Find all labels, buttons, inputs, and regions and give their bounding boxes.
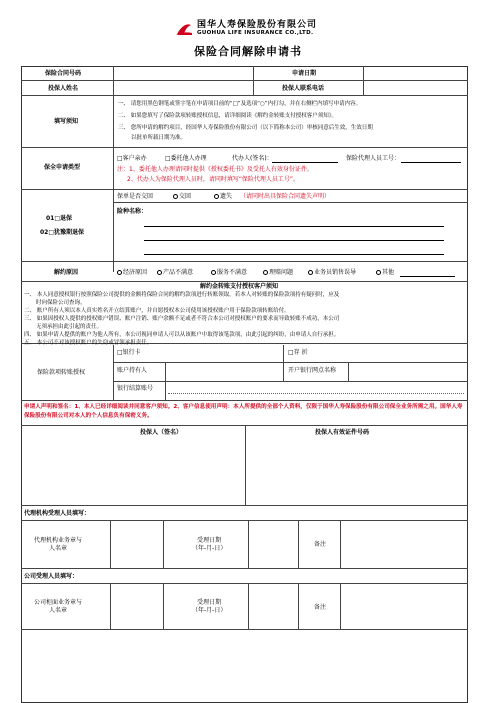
reason-other[interactable]: 其他 — [376, 269, 394, 277]
bank-label: 保险款项转账授权 — [37, 369, 86, 376]
agent-sign-label: 代办人(签名)： — [232, 155, 273, 162]
product-line-2[interactable] — [144, 240, 444, 241]
holder-phone-label: 投保人联系电话 — [282, 85, 325, 92]
apply-note-2: 2、代办人为保险代理人员时，请同时填写“保险代理人员工号”。 — [127, 176, 300, 183]
lost-radio[interactable] — [214, 194, 219, 199]
returned-option[interactable]: 交回 — [173, 193, 191, 201]
reason-economic-radio[interactable] — [117, 270, 122, 275]
reason-other-radio[interactable] — [376, 270, 381, 275]
logo-mark-icon — [175, 21, 193, 37]
reason-misleading[interactable]: 业务员销售误导 — [308, 269, 356, 277]
transfer-item-2: 二、 账户所有人须以本人真实姓名开立结算账户，并自愿授权本公司使用该授权账户用于保险款项转账给付。 — [24, 308, 290, 314]
notice-item-3: 三、 您所申请的解约项目，经国华人寿保险股份有限公司（以下简称本公司）审核同意后生效，生效日期 — [118, 125, 373, 131]
company-remark-label: 备注 — [314, 604, 327, 611]
row-company-heading — [21, 569, 468, 584]
reason-label: 解约原因 — [54, 269, 79, 276]
reason-claim[interactable]: 理赔问题 — [263, 269, 293, 277]
apply-type-label: 保全申请类型 — [44, 164, 81, 171]
agency-date-label: 受理日期 （年-月-日） — [192, 537, 227, 552]
holder-name-label: 投保人姓名 — [48, 85, 79, 92]
row-contract — [21, 66, 468, 81]
transfer-item-4: 四、 如果申请人提供的账户为他人所有，本公司视同申请人可以从该账户中取得该笔款项，由此引起的纠纷，由申请人自行承担。 — [24, 332, 340, 338]
lost-note: （请同时出具保险合同遗失声明） — [240, 193, 331, 200]
notice-item-2: 二、 如果您填写了保险款项转账授权信息，请详细阅读《解约金转账支付授权客户须知》。 — [118, 113, 338, 119]
row-company — [21, 584, 468, 630]
company-heading: 公司受理人员填写： — [24, 573, 79, 580]
agency-staff-label: 代理机构业务章与 人名章 — [34, 537, 83, 552]
surrender-checkbox[interactable]: 01□退保 — [46, 215, 73, 222]
logo-english-name: GUOHUA LIFE INSURANCE CO.,LTD. — [197, 30, 314, 36]
reason-claim-radio[interactable] — [263, 270, 268, 275]
declaration-text: 申请人声明和签名：1、本人已经详细阅读并同意客户须知。2、客户信息使用声明：本人所提供的全部个人资料，仅限于国华人寿保险股份有限公司保全业务所需之用。国华人寿保险股份有限公司对本人的个人信息负有保密义务。 — [24, 404, 463, 419]
returned-radio[interactable] — [173, 194, 178, 199]
reason-product[interactable]: 产品不满意 — [157, 269, 193, 277]
company-logo — [175, 20, 317, 37]
product-line-1[interactable] — [144, 226, 444, 227]
company-staff-label: 公司柜面业务章与 人名章 — [34, 599, 83, 614]
transfer-item-1: 一、 本人同意授权银行按照保险公司提供的金额将保险合同的解约款项进行转账领取。若本人对转账的保险款项持有疑问时，应及 — [24, 292, 340, 298]
cooling-off-checkbox[interactable]: 02□犹豫期退保 — [40, 229, 85, 236]
company-agent-label: 保险代理人员工号： — [346, 155, 401, 162]
account-holder-label: 账户持有人 — [117, 367, 148, 374]
passbook-checkbox[interactable]: □存 折 — [288, 349, 308, 356]
notice-label: 填写须知 — [54, 118, 79, 125]
reason-service[interactable]: 服务不满意 — [211, 269, 247, 277]
logo-chinese-name: 国华人寿保险股份有限公司 — [197, 20, 318, 30]
agent-checkbox[interactable]: □委托他人办理 — [165, 155, 207, 162]
reason-economic[interactable]: 经济原因 — [117, 269, 147, 277]
transfer-item-5: 五、 本公司不对该授权账户的失窃或冒领承担责任。 — [24, 340, 153, 346]
lost-option[interactable]: 遗失 — [214, 193, 232, 201]
reason-product-radio[interactable] — [157, 270, 162, 275]
transfer-item-1b: 时向保险公司查询。 — [36, 300, 86, 306]
contract-no-label: 保险合同号码 — [45, 70, 82, 77]
reason-other-line[interactable] — [400, 276, 455, 277]
apply-date-label: 申请日期 — [292, 70, 317, 77]
holder-sign-label: 投保人（签名） — [140, 429, 183, 436]
company-date-label: 受理日期 （年-月-日） — [192, 599, 227, 614]
notice-item-4: 以批单所载日期为准。 — [131, 135, 187, 141]
apply-note-1: 注：1、委托他人办理请同时提供《授权委托书》及受托人有效身份证件。 — [117, 166, 313, 173]
transfer-item-3: 三、 如果因授权人提供的授权账户错误、账户注销、账户余额不足或者不符合本公司对授权账户的要求而导致转账不成功，本公司 — [24, 316, 340, 322]
contract-return-label: 保单是否交回 — [117, 193, 154, 200]
product-name-label: 险种名称： — [117, 208, 148, 215]
notice-item-1: 一、 请您用黑色钢笔或签字笔在申请项目前的“□”及选项“○”内打勾，并在右侧栏内填写申请内容。 — [118, 101, 362, 107]
bank-branch-label: 开户银行网点名称 — [288, 367, 337, 374]
row-agency — [21, 521, 468, 569]
page-title: 保险合同解除申请书 — [194, 45, 302, 58]
reason-misleading-radio[interactable] — [308, 270, 313, 275]
bank-card-checkbox[interactable]: □银行卡 — [117, 349, 141, 356]
agent-no-line[interactable] — [401, 162, 461, 163]
self-checkbox[interactable]: □客户亲办 — [117, 155, 147, 162]
holder-id-label: 投保人有效证件号码 — [315, 429, 370, 436]
agency-heading: 代理机构受理人员填写： — [24, 510, 91, 517]
product-line-3[interactable] — [144, 254, 444, 255]
transfer-item-3b: 无须承担由此引起的责任。 — [36, 324, 103, 330]
transfer-heading: 解约金转账支付授权客户须知 — [200, 283, 279, 290]
reason-service-radio[interactable] — [211, 270, 216, 275]
account-number-field[interactable] — [168, 393, 464, 394]
row-holder — [21, 81, 468, 96]
account-number-label: 银行结算账号 — [117, 385, 154, 392]
agent-sign-line[interactable] — [272, 162, 338, 163]
agency-remark-label: 备注 — [314, 541, 327, 548]
